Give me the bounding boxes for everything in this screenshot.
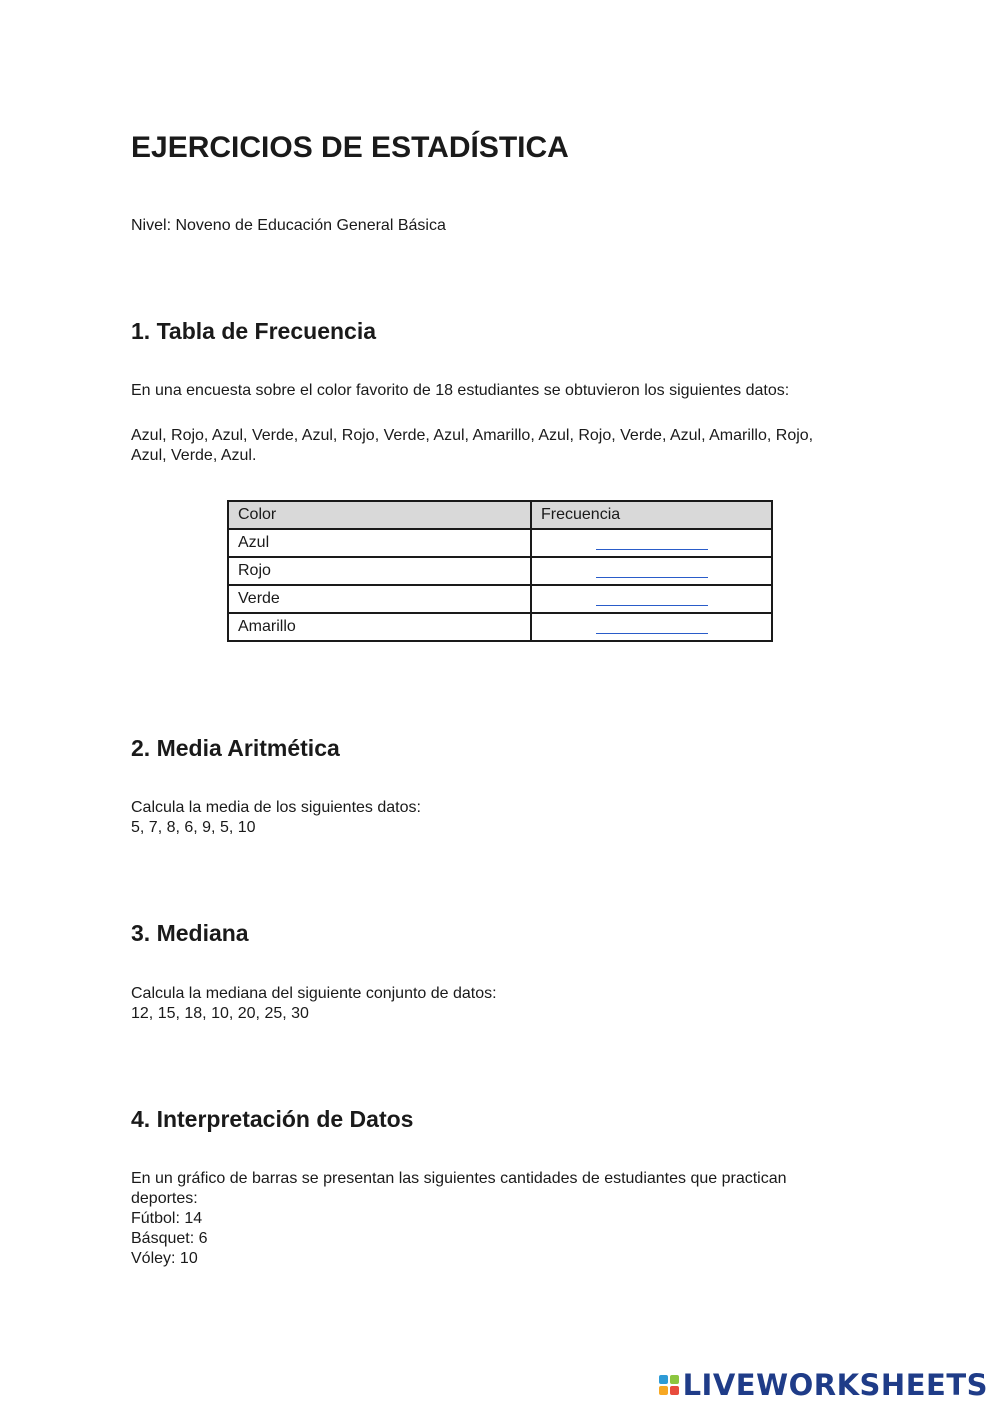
color-cell: Azul [228, 529, 531, 557]
header-color: Color [228, 501, 531, 529]
section-4-heading: 4. Interpretación de Datos [131, 1106, 414, 1132]
frequency-answer-cell[interactable] [531, 613, 772, 641]
section-3-line-1: Calcula la mediana del siguiente conjunto de datos: [131, 985, 497, 1002]
frequency-answer-cell[interactable] [531, 529, 772, 557]
page-title: EJERCICIOS DE ESTADÍSTICA [131, 131, 569, 164]
table-row [228, 529, 772, 557]
answer-blank[interactable] [596, 535, 708, 550]
answer-blank[interactable] [596, 591, 708, 606]
answer-blank[interactable] [596, 563, 708, 578]
table-row [228, 557, 772, 585]
sport-item-futbol: Fútbol: 14 [131, 1210, 203, 1227]
section-3-heading: 3. Mediana [131, 920, 249, 946]
liveworksheets-logo-text: LIVEWORKSHEETS [682, 1368, 988, 1402]
color-cell: Verde [228, 585, 531, 613]
section-2-heading: 2. Media Aritmética [131, 735, 340, 761]
answer-blank[interactable] [596, 619, 708, 634]
color-cell: Amarillo [228, 613, 531, 641]
section-1-heading: 1. Tabla de Frecuencia [131, 318, 377, 344]
section-2-line-2: 5, 7, 8, 6, 9, 5, 10 [131, 819, 256, 836]
liveworksheets-watermark [659, 1368, 988, 1402]
color-cell: Rojo [228, 557, 531, 585]
section-1-intro: En una encuesta sobre el color favorito de 18 estudiantes se obtuvieron los siguientes datos: [131, 382, 790, 399]
sport-item-voley: Vóley: 10 [131, 1250, 198, 1267]
section-4-line-1: En un gráfico de barras se presentan las siguientes cantidades de estudiantes que practican [131, 1170, 787, 1187]
section-3-line-2: 12, 15, 18, 10, 20, 25, 30 [131, 1005, 309, 1022]
sport-item-basquet: Básquet: 6 [131, 1230, 208, 1247]
section-1-data-line-2: Azul, Verde, Azul. [131, 447, 257, 464]
header-frequency: Frecuencia [531, 501, 772, 529]
section-2-line-1: Calcula la media de los siguientes datos: [131, 799, 421, 816]
table-row [228, 585, 772, 613]
table-header-row [228, 501, 772, 529]
frequency-table [227, 500, 773, 642]
frequency-answer-cell[interactable] [531, 585, 772, 613]
table-row [228, 613, 772, 641]
frequency-answer-cell[interactable] [531, 557, 772, 585]
liveworksheets-logo-icon [659, 1375, 679, 1395]
section-1-data-line-1: Azul, Rojo, Azul, Verde, Azul, Rojo, Verde, Azul, Amarillo, Azul, Rojo, Verde, Azul, Amarillo, Rojo, [131, 427, 814, 444]
section-4-line-2: deportes: [131, 1190, 198, 1207]
level-text: Nivel: Noveno de Educación General Básica [131, 217, 446, 234]
